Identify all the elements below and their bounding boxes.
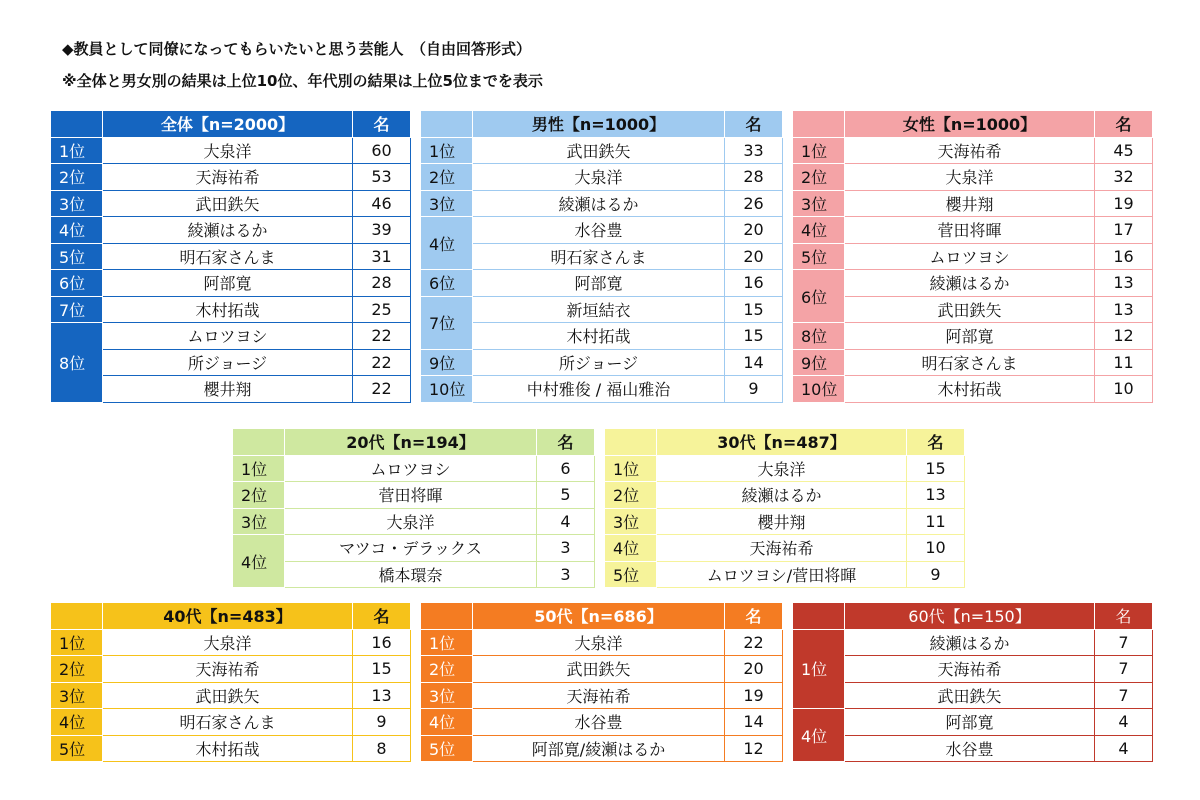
- table-row: [51, 323, 411, 350]
- rank-cell: 1位: [421, 629, 473, 656]
- value-cell: 11: [907, 508, 965, 535]
- count-header: 名: [537, 429, 595, 456]
- value-cell: 32: [1095, 164, 1153, 191]
- rank-cell: 4位: [51, 217, 103, 244]
- table-row: [233, 535, 595, 562]
- rank-cell: 1位: [51, 137, 103, 164]
- count-header: 名: [1095, 603, 1153, 630]
- table-row: [793, 709, 1153, 736]
- ranking-table-40s: [50, 602, 411, 762]
- rank-cell: 3位: [605, 508, 657, 535]
- name-cell: 綾瀬はるか: [845, 270, 1095, 297]
- table-row: [793, 323, 1153, 350]
- table-row: [51, 296, 411, 323]
- value-cell: 25: [353, 296, 411, 323]
- table-row: [51, 629, 411, 656]
- rank-cell: 2位: [421, 656, 473, 683]
- name-cell: 武田鉄矢: [103, 682, 353, 709]
- rank-cell: 2位: [233, 482, 285, 509]
- value-cell: 6: [537, 455, 595, 482]
- value-cell: 22: [353, 349, 411, 376]
- header-corner: [51, 603, 103, 630]
- table-row: [605, 561, 965, 588]
- rank-cell: 4位: [421, 217, 473, 270]
- header-corner: [605, 429, 657, 456]
- name-cell: 菅田将暉: [285, 482, 537, 509]
- rank-cell: 3位: [51, 682, 103, 709]
- name-cell: マツコ・デラックス: [285, 535, 537, 562]
- table-row: [793, 656, 1153, 683]
- value-cell: 22: [353, 323, 411, 350]
- table-row: [793, 217, 1153, 244]
- table-row: [421, 656, 783, 683]
- table-title: 20代【n=194】: [285, 429, 537, 456]
- value-cell: 28: [725, 164, 783, 191]
- rank-cell: 10位: [421, 376, 473, 403]
- value-cell: 10: [907, 535, 965, 562]
- name-cell: 天海祐希: [845, 137, 1095, 164]
- name-cell: 明石家さんま: [103, 243, 353, 270]
- rank-cell: 1位: [793, 137, 845, 164]
- header-corner: [421, 603, 473, 630]
- value-cell: 9: [907, 561, 965, 588]
- table-title: 60代【n=150】: [845, 603, 1095, 630]
- value-cell: 17: [1095, 217, 1153, 244]
- name-cell: 木村拓哉: [103, 735, 353, 762]
- rank-cell: 7位: [51, 296, 103, 323]
- table-row: [421, 296, 783, 323]
- header-corner: [793, 111, 845, 138]
- value-cell: 22: [353, 376, 411, 403]
- name-cell: ムロツヨシ/菅田将暉: [657, 561, 907, 588]
- rank-cell: 1位: [51, 629, 103, 656]
- name-cell: 櫻井翔: [657, 508, 907, 535]
- table-row: [51, 217, 411, 244]
- value-cell: 45: [1095, 137, 1153, 164]
- rank-cell: 2位: [51, 656, 103, 683]
- value-cell: 20: [725, 243, 783, 270]
- value-cell: 5: [537, 482, 595, 509]
- rank-cell: 4位: [233, 535, 285, 588]
- table-row: [793, 735, 1153, 762]
- value-cell: 22: [725, 629, 783, 656]
- page-subtitle: ※全体と男女別の結果は上位10位、年代別の結果は上位5位までを表示: [62, 72, 543, 90]
- name-cell: ムロツヨシ: [845, 243, 1095, 270]
- table-row: [51, 164, 411, 191]
- header-corner: [233, 429, 285, 456]
- ranking-table-50s: [420, 602, 783, 762]
- ranking-table-20s: [232, 428, 595, 588]
- rank-cell: 8位: [51, 323, 103, 403]
- name-cell: 天海祐希: [657, 535, 907, 562]
- name-cell: 明石家さんま: [103, 709, 353, 736]
- name-cell: 大泉洋: [657, 455, 907, 482]
- rank-cell: 1位: [605, 455, 657, 482]
- name-cell: 阿部寛: [845, 323, 1095, 350]
- rank-cell: 3位: [233, 508, 285, 535]
- name-cell: 新垣結衣: [473, 296, 725, 323]
- table-row: [51, 709, 411, 736]
- value-cell: 15: [725, 323, 783, 350]
- name-cell: 櫻井翔: [845, 190, 1095, 217]
- value-cell: 26: [725, 190, 783, 217]
- table-row: [51, 682, 411, 709]
- rank-cell: 3位: [421, 190, 473, 217]
- rank-cell: 1位: [793, 629, 845, 709]
- name-cell: 大泉洋: [473, 629, 725, 656]
- table-row: [605, 535, 965, 562]
- rank-cell: 6位: [421, 270, 473, 297]
- value-cell: 3: [537, 561, 595, 588]
- name-cell: 菅田将暉: [845, 217, 1095, 244]
- table-row: [421, 323, 783, 350]
- value-cell: 3: [537, 535, 595, 562]
- table-row: [421, 243, 783, 270]
- rank-cell: 3位: [793, 190, 845, 217]
- table-row: [421, 709, 783, 736]
- header-corner: [421, 111, 473, 138]
- name-cell: 天海祐希: [103, 656, 353, 683]
- table-row: [51, 735, 411, 762]
- value-cell: 13: [353, 682, 411, 709]
- table-row: [421, 137, 783, 164]
- rank-cell: 4位: [51, 709, 103, 736]
- table-header-row: [51, 603, 411, 630]
- table-row: [51, 190, 411, 217]
- header-corner: [51, 111, 103, 138]
- value-cell: 9: [725, 376, 783, 403]
- value-cell: 16: [353, 629, 411, 656]
- value-cell: 31: [353, 243, 411, 270]
- value-cell: 4: [1095, 735, 1153, 762]
- count-header: 名: [1095, 111, 1153, 138]
- table-row: [421, 682, 783, 709]
- value-cell: 4: [537, 508, 595, 535]
- name-cell: 武田鉄矢: [103, 190, 353, 217]
- table-title: 50代【n=686】: [473, 603, 725, 630]
- count-header: 名: [907, 429, 965, 456]
- table-row: [51, 376, 411, 403]
- name-cell: ムロツヨシ: [285, 455, 537, 482]
- rank-cell: 9位: [421, 349, 473, 376]
- name-cell: 明石家さんま: [473, 243, 725, 270]
- table-title: 30代【n=487】: [657, 429, 907, 456]
- value-cell: 28: [353, 270, 411, 297]
- rank-cell: 1位: [233, 455, 285, 482]
- table-row: [421, 349, 783, 376]
- value-cell: 13: [1095, 296, 1153, 323]
- table-row: [421, 376, 783, 403]
- name-cell: 阿部寛: [845, 709, 1095, 736]
- name-cell: 橋本環奈: [285, 561, 537, 588]
- name-cell: 大泉洋: [103, 137, 353, 164]
- table-header-row: [605, 429, 965, 456]
- table-row: [421, 190, 783, 217]
- table-row: [51, 270, 411, 297]
- rank-cell: 5位: [421, 735, 473, 762]
- value-cell: 8: [353, 735, 411, 762]
- count-header: 名: [353, 111, 411, 138]
- table-row: [421, 217, 783, 244]
- rank-cell: 2位: [793, 164, 845, 191]
- table-row: [793, 376, 1153, 403]
- value-cell: 11: [1095, 349, 1153, 376]
- name-cell: 木村拓哉: [473, 323, 725, 350]
- table-header-row: [51, 111, 411, 138]
- table-row: [421, 735, 783, 762]
- name-cell: 大泉洋: [285, 508, 537, 535]
- table-row: [605, 482, 965, 509]
- table-row: [793, 164, 1153, 191]
- name-cell: ムロツヨシ: [103, 323, 353, 350]
- value-cell: 13: [1095, 270, 1153, 297]
- rank-cell: 2位: [421, 164, 473, 191]
- table-title: 全体【n=2000】: [103, 111, 353, 138]
- name-cell: 綾瀬はるか: [473, 190, 725, 217]
- rank-cell: 8位: [793, 323, 845, 350]
- rank-cell: 5位: [793, 243, 845, 270]
- rank-cell: 6位: [793, 270, 845, 323]
- rank-cell: 5位: [605, 561, 657, 588]
- table-row: [51, 349, 411, 376]
- name-cell: 所ジョージ: [103, 349, 353, 376]
- value-cell: 20: [725, 656, 783, 683]
- table-header-row: [233, 429, 595, 456]
- rank-cell: 4位: [605, 535, 657, 562]
- name-cell: 明石家さんま: [845, 349, 1095, 376]
- name-cell: 木村拓哉: [103, 296, 353, 323]
- table-row: [793, 682, 1153, 709]
- value-cell: 39: [353, 217, 411, 244]
- table-title: 男性【n=1000】: [473, 111, 725, 138]
- rank-cell: 2位: [51, 164, 103, 191]
- name-cell: 武田鉄矢: [845, 682, 1095, 709]
- rank-cell: 9位: [793, 349, 845, 376]
- name-cell: 大泉洋: [103, 629, 353, 656]
- page-title: ◆教員として同僚になってもらいたいと思う芸能人 （自由回答形式）: [62, 40, 532, 58]
- name-cell: 阿部寛: [473, 270, 725, 297]
- table-row: [233, 482, 595, 509]
- name-cell: 大泉洋: [845, 164, 1095, 191]
- value-cell: 15: [725, 296, 783, 323]
- table-header-row: [793, 603, 1153, 630]
- value-cell: 10: [1095, 376, 1153, 403]
- table-row: [793, 349, 1153, 376]
- value-cell: 7: [1095, 656, 1153, 683]
- value-cell: 7: [1095, 629, 1153, 656]
- value-cell: 7: [1095, 682, 1153, 709]
- name-cell: 水谷豊: [473, 709, 725, 736]
- table-row: [51, 656, 411, 683]
- value-cell: 12: [1095, 323, 1153, 350]
- ranking-table-male: [420, 110, 783, 403]
- header-corner: [793, 603, 845, 630]
- table-header-row: [793, 111, 1153, 138]
- table-title: 40代【n=483】: [103, 603, 353, 630]
- value-cell: 46: [353, 190, 411, 217]
- table-row: [421, 629, 783, 656]
- value-cell: 53: [353, 164, 411, 191]
- value-cell: 15: [907, 455, 965, 482]
- rank-cell: 6位: [51, 270, 103, 297]
- table-row: [421, 164, 783, 191]
- name-cell: 武田鉄矢: [845, 296, 1095, 323]
- rank-cell: 7位: [421, 296, 473, 349]
- rank-cell: 2位: [605, 482, 657, 509]
- value-cell: 60: [353, 137, 411, 164]
- name-cell: 阿部寛: [103, 270, 353, 297]
- name-cell: 天海祐希: [473, 682, 725, 709]
- value-cell: 12: [725, 735, 783, 762]
- name-cell: 中村雅俊 / 福山雅治: [473, 376, 725, 403]
- count-header: 名: [725, 603, 783, 630]
- value-cell: 4: [1095, 709, 1153, 736]
- name-cell: 大泉洋: [473, 164, 725, 191]
- rank-cell: 5位: [51, 243, 103, 270]
- ranking-table-female: [792, 110, 1153, 403]
- rank-cell: 1位: [421, 137, 473, 164]
- table-row: [793, 137, 1153, 164]
- rank-cell: 3位: [51, 190, 103, 217]
- table-row: [605, 508, 965, 535]
- name-cell: 水谷豊: [473, 217, 725, 244]
- table-row: [51, 243, 411, 270]
- table-row: [793, 190, 1153, 217]
- table-row: [793, 270, 1153, 297]
- count-header: 名: [725, 111, 783, 138]
- table-header-row: [421, 111, 783, 138]
- rank-cell: 3位: [421, 682, 473, 709]
- value-cell: 15: [353, 656, 411, 683]
- table-row: [233, 561, 595, 588]
- table-row: [793, 243, 1153, 270]
- table-row: [51, 137, 411, 164]
- value-cell: 14: [725, 709, 783, 736]
- name-cell: 水谷豊: [845, 735, 1095, 762]
- name-cell: 綾瀬はるか: [845, 629, 1095, 656]
- name-cell: 木村拓哉: [845, 376, 1095, 403]
- value-cell: 9: [353, 709, 411, 736]
- table-row: [605, 455, 965, 482]
- value-cell: 19: [1095, 190, 1153, 217]
- name-cell: 武田鉄矢: [473, 137, 725, 164]
- ranking-table-60s: [792, 602, 1153, 762]
- name-cell: 綾瀬はるか: [657, 482, 907, 509]
- ranking-table-all: [50, 110, 411, 403]
- table-header-row: [421, 603, 783, 630]
- table-row: [233, 508, 595, 535]
- rank-cell: 4位: [421, 709, 473, 736]
- table-row: [421, 270, 783, 297]
- table-row: [793, 296, 1153, 323]
- rank-cell: 5位: [51, 735, 103, 762]
- name-cell: 所ジョージ: [473, 349, 725, 376]
- name-cell: 阿部寛/綾瀬はるか: [473, 735, 725, 762]
- name-cell: 天海祐希: [845, 656, 1095, 683]
- name-cell: 天海祐希: [103, 164, 353, 191]
- value-cell: 19: [725, 682, 783, 709]
- table-row: [793, 629, 1153, 656]
- value-cell: 14: [725, 349, 783, 376]
- rank-cell: 4位: [793, 217, 845, 244]
- count-header: 名: [353, 603, 411, 630]
- value-cell: 16: [725, 270, 783, 297]
- value-cell: 13: [907, 482, 965, 509]
- value-cell: 16: [1095, 243, 1153, 270]
- name-cell: 武田鉄矢: [473, 656, 725, 683]
- ranking-table-30s: [604, 428, 965, 588]
- value-cell: 33: [725, 137, 783, 164]
- name-cell: 櫻井翔: [103, 376, 353, 403]
- rank-cell: 4位: [793, 709, 845, 762]
- table-row: [233, 455, 595, 482]
- table-title: 女性【n=1000】: [845, 111, 1095, 138]
- value-cell: 20: [725, 217, 783, 244]
- name-cell: 綾瀬はるか: [103, 217, 353, 244]
- rank-cell: 10位: [793, 376, 845, 403]
